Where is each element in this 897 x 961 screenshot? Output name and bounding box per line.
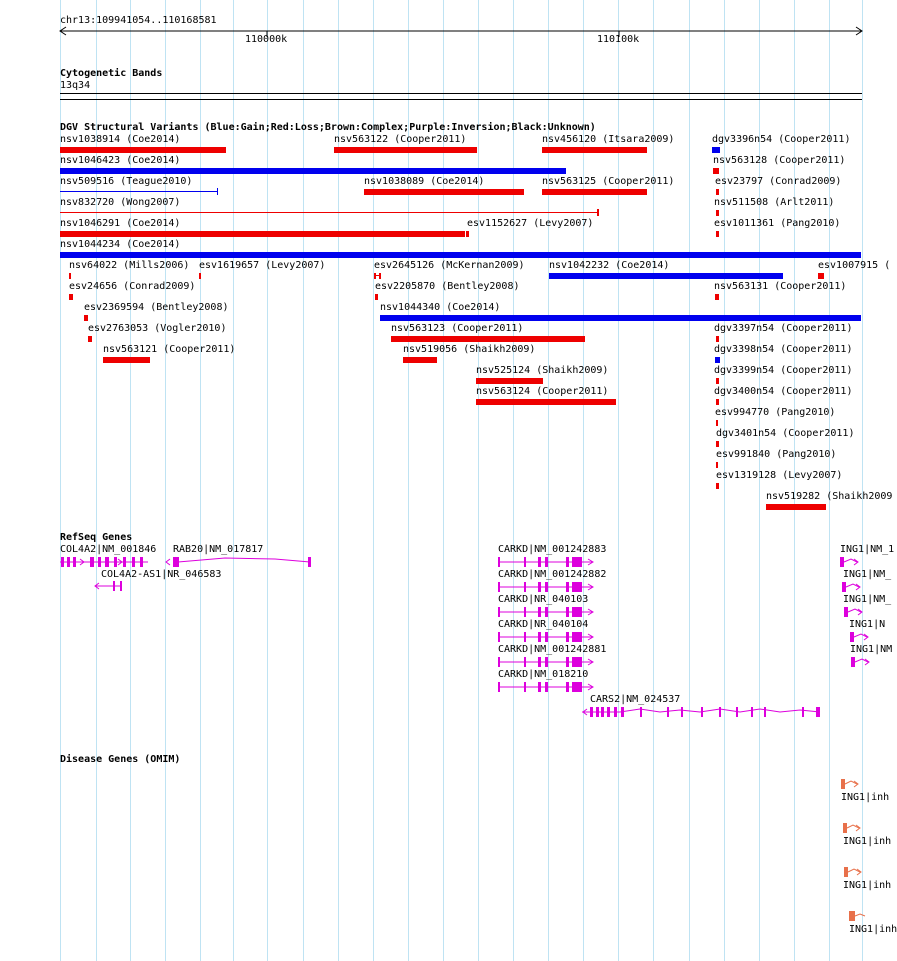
loss-variant-bar[interactable]	[716, 462, 718, 468]
variant-label: nsv563123 (Cooper2011)	[391, 323, 524, 334]
variant-label: nsv563124 (Cooper2011)	[476, 386, 609, 397]
variant-label: nsv1038089 (Coe2014)	[364, 176, 485, 187]
variant-label: esv1152627 (Levy2007)	[467, 218, 594, 229]
gene-model-carkd[interactable]	[498, 656, 596, 668]
variant-label: nsv1046291 (Coe2014)	[60, 218, 181, 229]
gene-model-carkd[interactable]	[498, 606, 596, 618]
omim-gene-label: ING1|inh	[849, 924, 897, 935]
omim-gene-model[interactable]	[843, 866, 865, 878]
variant-label: esv1011361 (Pang2010)	[714, 218, 841, 229]
gain-variant-line[interactable]	[60, 191, 218, 192]
gene-model-col4a2[interactable]	[60, 556, 150, 568]
loss-variant-bar[interactable]	[716, 399, 719, 405]
variant-label: nsv1046423 (Coe2014)	[60, 155, 181, 166]
ruler[interactable]	[56, 25, 866, 39]
tick-label: 110100k	[597, 34, 640, 45]
omim-gene-label: ING1|inh	[841, 792, 890, 803]
grid-line	[233, 0, 234, 961]
gene-label: CARKD|NM_018210	[498, 669, 589, 680]
variant-label: esv991840 (Pang2010)	[716, 449, 837, 460]
variant-label: nsv511508 (Arlt2011)	[714, 197, 835, 208]
gain-variant-bar[interactable]	[712, 147, 720, 153]
loss-variant-bar[interactable]	[60, 147, 226, 153]
cytoband-track-title: Cytogenetic Bands	[60, 68, 163, 79]
gene-label: CARKD|NR_040103	[498, 594, 589, 605]
loss-variant-bar[interactable]	[542, 147, 647, 153]
refseq-track-title: RefSeq Genes	[60, 532, 133, 543]
loss-variant-bar[interactable]	[476, 378, 543, 384]
loss-variant-bar[interactable]	[716, 231, 719, 237]
grid-line	[689, 0, 690, 961]
gain-variant-bar[interactable]	[60, 168, 566, 174]
variant-label: esv1619657 (Levy2007)	[199, 260, 326, 271]
loss-variant-bar[interactable]	[476, 399, 616, 405]
omim-gene-model[interactable]	[842, 822, 864, 834]
variant-label: nsv563122 (Cooper2011)	[334, 134, 467, 145]
gene-label: CARKD|NM_001242882	[498, 569, 607, 580]
grid-line	[862, 0, 863, 961]
variant-label: nsv832720 (Wong2007)	[60, 197, 181, 208]
loss-variant-bar[interactable]	[766, 504, 826, 510]
loss-variant-line	[374, 275, 381, 276]
variant-label: esv2205870 (Bentley2008)	[375, 281, 520, 292]
loss-variant-bar[interactable]	[88, 336, 92, 342]
loss-variant-bar[interactable]	[334, 147, 477, 153]
variant-label: dgv3399n54 (Cooper2011)	[714, 365, 853, 376]
omim-gene-label: ING1|inh	[843, 880, 892, 891]
loss-variant-end	[597, 209, 599, 216]
loss-variant-bar[interactable]	[364, 189, 524, 195]
loss-variant-bar[interactable]	[69, 294, 73, 300]
cytoband-bar-top	[60, 93, 862, 94]
loss-variant-line[interactable]	[60, 212, 598, 213]
variant-label: nsv1038914 (Coe2014)	[60, 134, 181, 145]
variant-label: nsv456120 (Itsara2009)	[542, 134, 675, 145]
variant-label: nsv563125 (Cooper2011)	[542, 176, 675, 187]
variant-label: esv2763053 (Vogler2010)	[88, 323, 227, 334]
loss-variant-bar[interactable]	[716, 420, 718, 426]
gene-label: ING1|NM_1	[840, 544, 895, 555]
grid-line	[200, 0, 201, 961]
gene-label: ING1|N	[849, 619, 886, 630]
gene-label: RAB20|NM_017817	[173, 544, 264, 555]
variant-label: esv1319128 (Levy2007)	[716, 470, 843, 481]
gene-label: ING1|NM_	[843, 594, 892, 605]
variant-label: esv24656 (Conrad2009)	[69, 281, 196, 292]
variant-label: nsv563128 (Cooper2011)	[713, 155, 846, 166]
variant-label: esv994770 (Pang2010)	[715, 407, 836, 418]
omim-track-title: Disease Genes (OMIM)	[60, 754, 181, 765]
variant-label: nsv64022 (Mills2006)	[69, 260, 190, 271]
gene-label: ING1|NM	[850, 644, 893, 655]
grid-line	[513, 0, 514, 961]
gene-model-rab20[interactable]	[165, 556, 315, 568]
gene-model-carkd[interactable]	[498, 556, 596, 568]
variant-label: nsv1042232 (Coe2014)	[549, 260, 670, 271]
gene-model-col4a2-as1[interactable]	[93, 580, 125, 592]
omim-gene-model[interactable]	[848, 910, 870, 922]
gain-variant-end	[217, 188, 218, 195]
variant-label: dgv3396n54 (Cooper2011)	[712, 134, 851, 145]
variant-label: esv2369594 (Bentley2008)	[84, 302, 229, 313]
gain-variant-bar[interactable]	[60, 252, 861, 258]
gain-variant-bar[interactable]	[380, 315, 861, 321]
variant-label: nsv1044234 (Coe2014)	[60, 239, 181, 250]
omim-gene-label: ING1|inh	[843, 836, 892, 847]
gene-model-ing1[interactable]	[843, 606, 865, 618]
region-label: chr13:109941054..110168581	[60, 15, 217, 26]
variant-label: nsv563131 (Cooper2011)	[714, 281, 847, 292]
omim-gene-model[interactable]	[840, 778, 862, 790]
loss-variant-bar[interactable]	[716, 378, 719, 384]
loss-variant-bar[interactable]	[69, 273, 71, 279]
variant-label: dgv3398n54 (Cooper2011)	[714, 344, 853, 355]
loss-variant-bar[interactable]	[199, 273, 201, 279]
variant-label: nsv563121 (Cooper2011)	[103, 344, 236, 355]
variant-label: nsv525124 (Shaikh2009)	[476, 365, 609, 376]
loss-variant-bar[interactable]	[713, 168, 719, 174]
dgv-track-title: DGV Structural Variants (Blue:Gain;Red:Loss;Brown:Complex;Purple:Inversion;Black:Unknown)	[60, 122, 596, 133]
loss-variant-bar[interactable]	[542, 189, 647, 195]
loss-variant-bar[interactable]	[716, 336, 719, 342]
loss-variant-bar[interactable]	[716, 210, 719, 216]
gain-variant-bar[interactable]	[715, 357, 720, 363]
variant-label: dgv3400n54 (Cooper2011)	[714, 386, 853, 397]
loss-variant-bar[interactable]	[403, 357, 437, 363]
variant-label: nsv519282 (Shaikh2009	[766, 491, 893, 502]
grid-line	[303, 0, 304, 961]
variant-label: dgv3397n54 (Cooper2011)	[714, 323, 853, 334]
variant-label: esv23797 (Conrad2009)	[715, 176, 842, 187]
variant-label: nsv509516 (Teague2010)	[60, 176, 193, 187]
variant-label: esv2645126 (McKernan2009)	[374, 260, 525, 271]
loss-variant-bar[interactable]	[715, 294, 719, 300]
variant-label: nsv519056 (Shaikh2009)	[403, 344, 536, 355]
tick-label: 110000k	[245, 34, 288, 45]
gene-model-ing1[interactable]	[839, 556, 861, 568]
variant-label: esv1007915 (	[818, 260, 891, 271]
loss-variant-bar[interactable]	[379, 273, 381, 279]
gain-variant-bar[interactable]	[549, 273, 783, 279]
gene-model-ing1[interactable]	[849, 631, 871, 643]
loss-variant-bar[interactable]	[391, 336, 585, 342]
gene-model-carkd[interactable]	[498, 681, 596, 693]
loss-variant-bar[interactable]	[103, 357, 150, 363]
loss-variant-bar[interactable]	[716, 483, 719, 489]
loss-variant-bar[interactable]	[374, 273, 376, 279]
loss-variant-bar[interactable]	[466, 231, 469, 237]
gene-label: COL4A2|NM_001846	[60, 544, 157, 555]
gene-label: CARKD|NM_001242883	[498, 544, 607, 555]
gene-label: ING1|NM_	[843, 569, 892, 580]
gene-label: CARS2|NM_024537	[590, 694, 681, 705]
grid-line	[478, 0, 479, 961]
gene-model-ing1[interactable]	[850, 656, 872, 668]
variant-label: dgv3401n54 (Cooper2011)	[716, 428, 855, 439]
gene-label: CARKD|NM_001242881	[498, 644, 607, 655]
gene-label: COL4A2-AS1|NR_046583	[101, 569, 222, 580]
gene-model-ing1[interactable]	[841, 581, 863, 593]
cytoband-bar-bottom	[60, 99, 862, 100]
cytoband-label: 13q34	[60, 80, 91, 91]
gene-label: CARKD|NR_040104	[498, 619, 589, 630]
loss-variant-bar[interactable]	[716, 189, 719, 195]
loss-variant-bar[interactable]	[375, 294, 378, 300]
loss-variant-bar[interactable]	[60, 231, 465, 237]
gene-model-carkd[interactable]	[498, 581, 596, 593]
loss-variant-bar[interactable]	[818, 273, 824, 279]
gene-model-carkd[interactable]	[498, 631, 596, 643]
loss-variant-bar[interactable]	[84, 315, 88, 321]
grid-line	[267, 0, 268, 961]
loss-variant-bar[interactable]	[716, 441, 719, 447]
gene-model-cars2[interactable]	[580, 705, 822, 719]
variant-label: nsv1044340 (Coe2014)	[380, 302, 501, 313]
